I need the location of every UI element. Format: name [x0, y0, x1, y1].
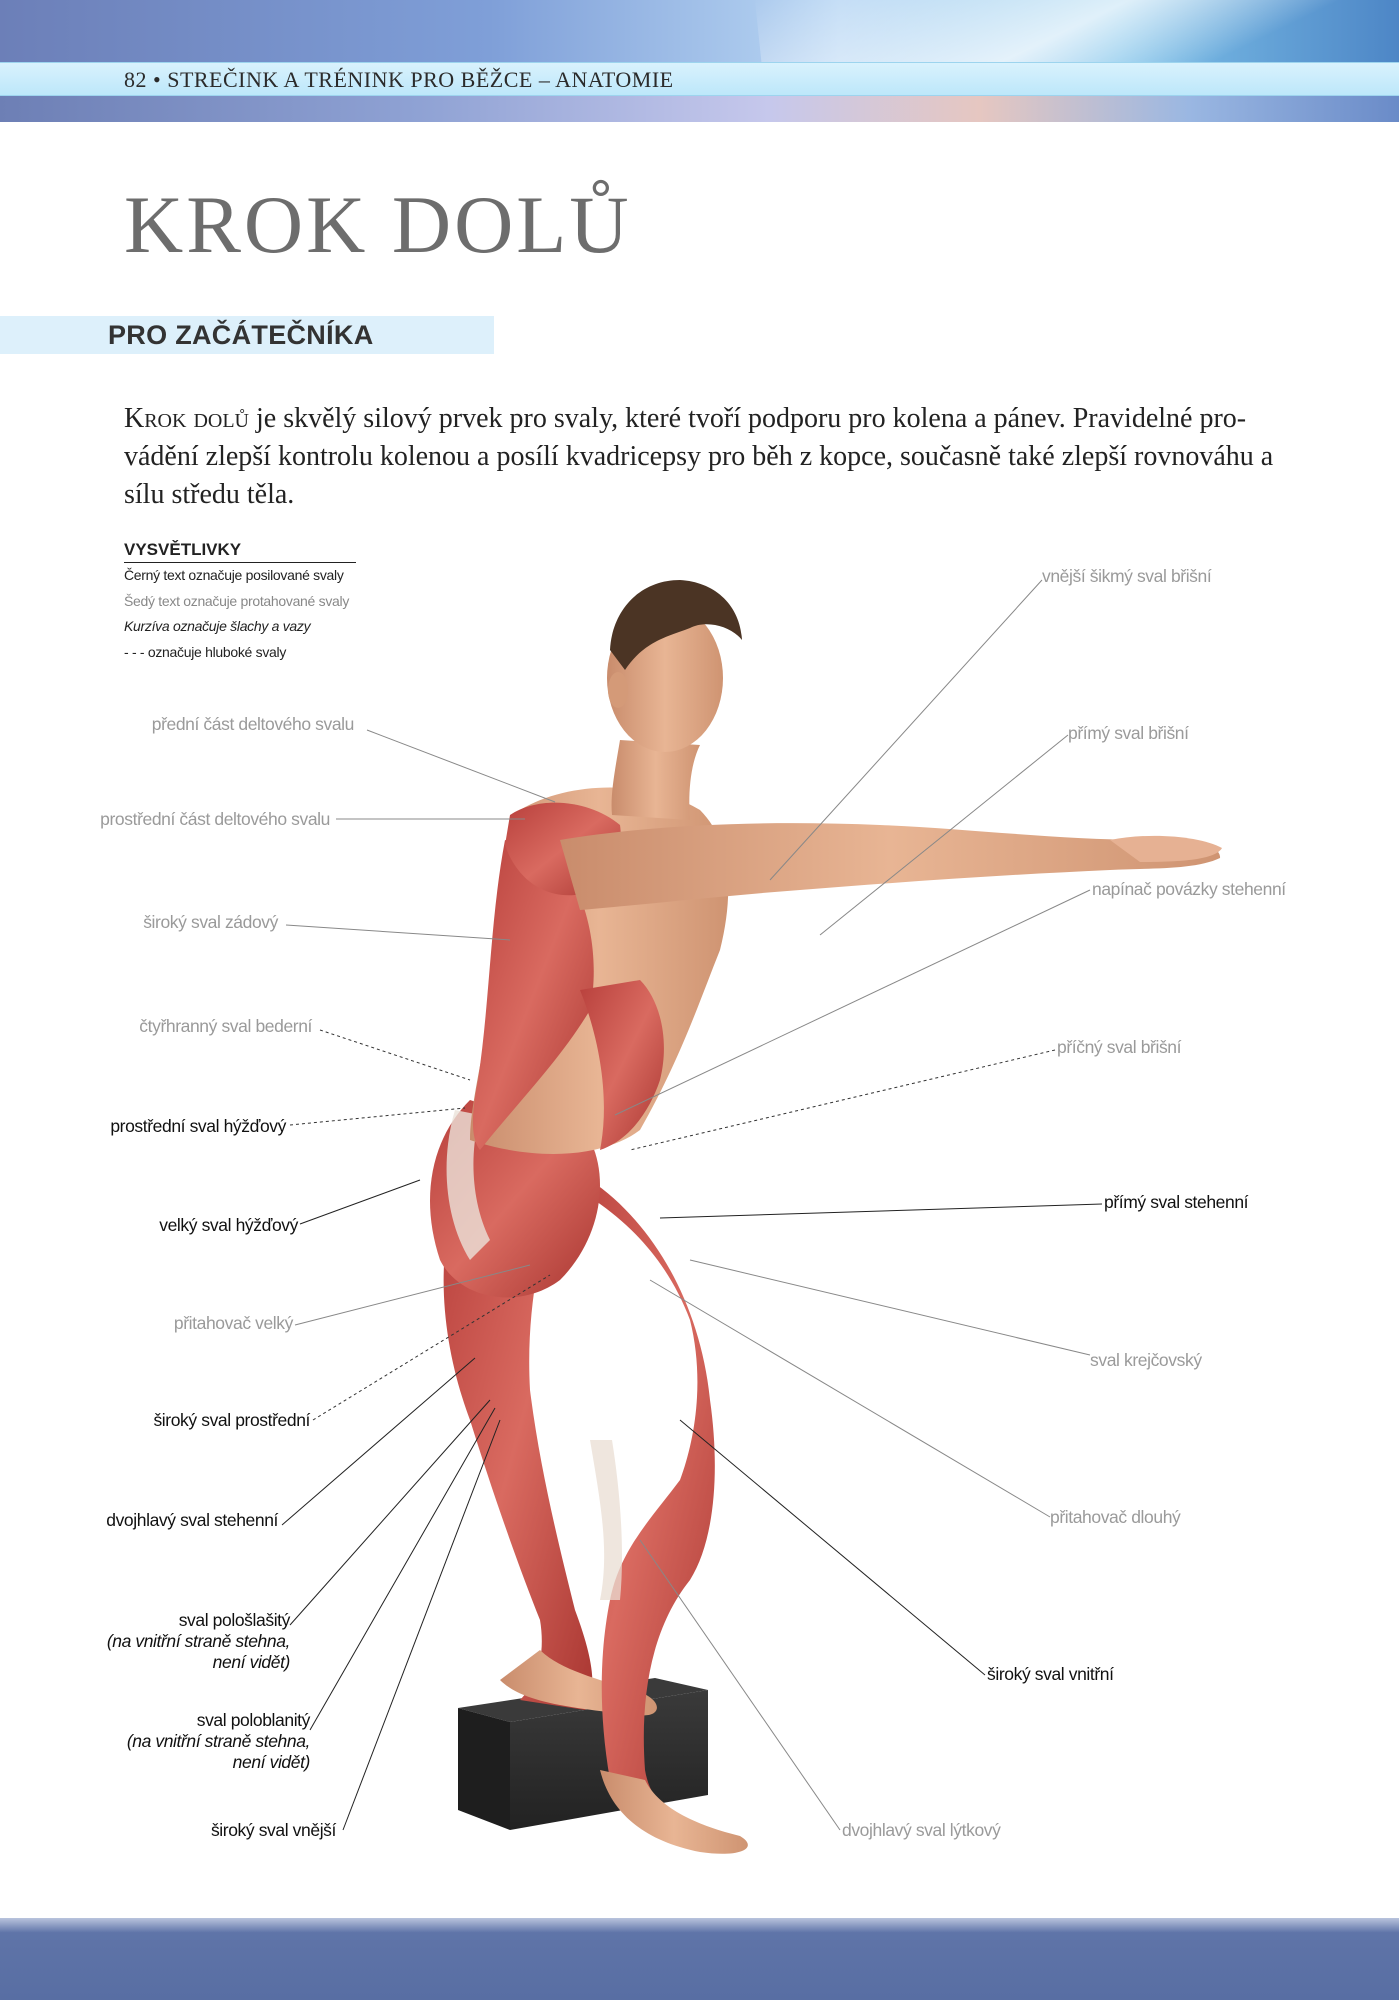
intro-lead: Krok dolů [124, 403, 249, 434]
level-label: PRO ZAČÁTEČNÍKA [108, 320, 374, 350]
label-sartorius: sval krejčovský [1090, 1350, 1202, 1370]
anatomy-figure [0, 540, 1399, 1860]
page-title: KROK DOLŮ [124, 179, 632, 270]
label-rectus-abdominis: přímý sval břišní [1068, 723, 1189, 743]
legend-line-dashed: - - - označuje hluboké svaly [124, 643, 287, 660]
legend-title: VYSVĚTLIVKY [124, 540, 356, 563]
label-semitendinosus [80, 1610, 290, 1673]
label-semitendinosus-note-2: není vidět) [212, 1652, 290, 1672]
running-head: 82 • STREČINK A TRÉNINK PRO BĚŽCE – ANATOMIE [124, 67, 674, 92]
legend-line-black: Černý text označuje posilované svaly [124, 567, 344, 583]
label-adductor-magnus: přitahovač velký [173, 1313, 293, 1333]
legend-line-grey: Šedý text označuje protahované svaly [124, 592, 350, 609]
label-external-oblique: vnější šikmý sval břišní [1042, 566, 1212, 586]
head [607, 580, 742, 820]
label-transversus: příčný sval břišní [1057, 1037, 1182, 1057]
legend-line-italic: Kurzíva označuje šlachy a vazy [124, 618, 311, 634]
label-semimembranosus [100, 1710, 310, 1773]
label-vastus-intermedius: široký sval prostřední [153, 1410, 310, 1430]
label-lat: široký sval zádový [143, 912, 278, 932]
label-quadratus: čtyřhranný sval bederní [139, 1016, 312, 1036]
header-underband [0, 96, 1399, 122]
label-semimembranosus-name: sval poloblanitý [196, 1710, 310, 1730]
label-deltoid-front: přední část deltového svalu [151, 714, 354, 734]
label-vastus-medialis: široký sval vnitřní [987, 1664, 1114, 1684]
label-semimembranosus-note-2: není vidět) [232, 1752, 310, 1772]
label-semitendinosus-note-1: (na vnitřní straně stehna, [106, 1631, 290, 1651]
label-adductor-longus: přitahovač dlouhý [1050, 1507, 1181, 1527]
label-semimembranosus-note-1: (na vnitřní straně stehna, [126, 1731, 310, 1751]
label-biceps-femoris: dvojhlavý sval stehenní [106, 1510, 278, 1530]
label-semitendinosus-name: sval pološlašitý [178, 1610, 290, 1630]
label-glute-med: prostřední sval hýžďový [110, 1116, 286, 1136]
label-glute-max: velký sval hýžďový [159, 1215, 298, 1235]
label-rectus-femoris: přímý sval stehenní [1104, 1192, 1249, 1212]
intro-paragraph [124, 400, 1284, 514]
label-deltoid-mid: prostřední část deltového svalu [100, 809, 330, 829]
label-gastrocnemius: dvojhlavý sval lýtkový [842, 1820, 1001, 1840]
intro-text: je skvělý silový prvek pro svaly, které tvoří podporu pro kolena a pánev. Pravidelné pro-vádění zlepší kontrolu kolenou a posílí kvadricepsy pro běh z kopce, současně také zlepší rovnováhu a sílu středu těla. [124, 403, 1274, 510]
label-tfl: napínač povázky stehenní [1092, 879, 1286, 899]
label-vastus-lateralis: široký sval vnější [210, 1820, 336, 1840]
footer-decoration [0, 1918, 1399, 2000]
